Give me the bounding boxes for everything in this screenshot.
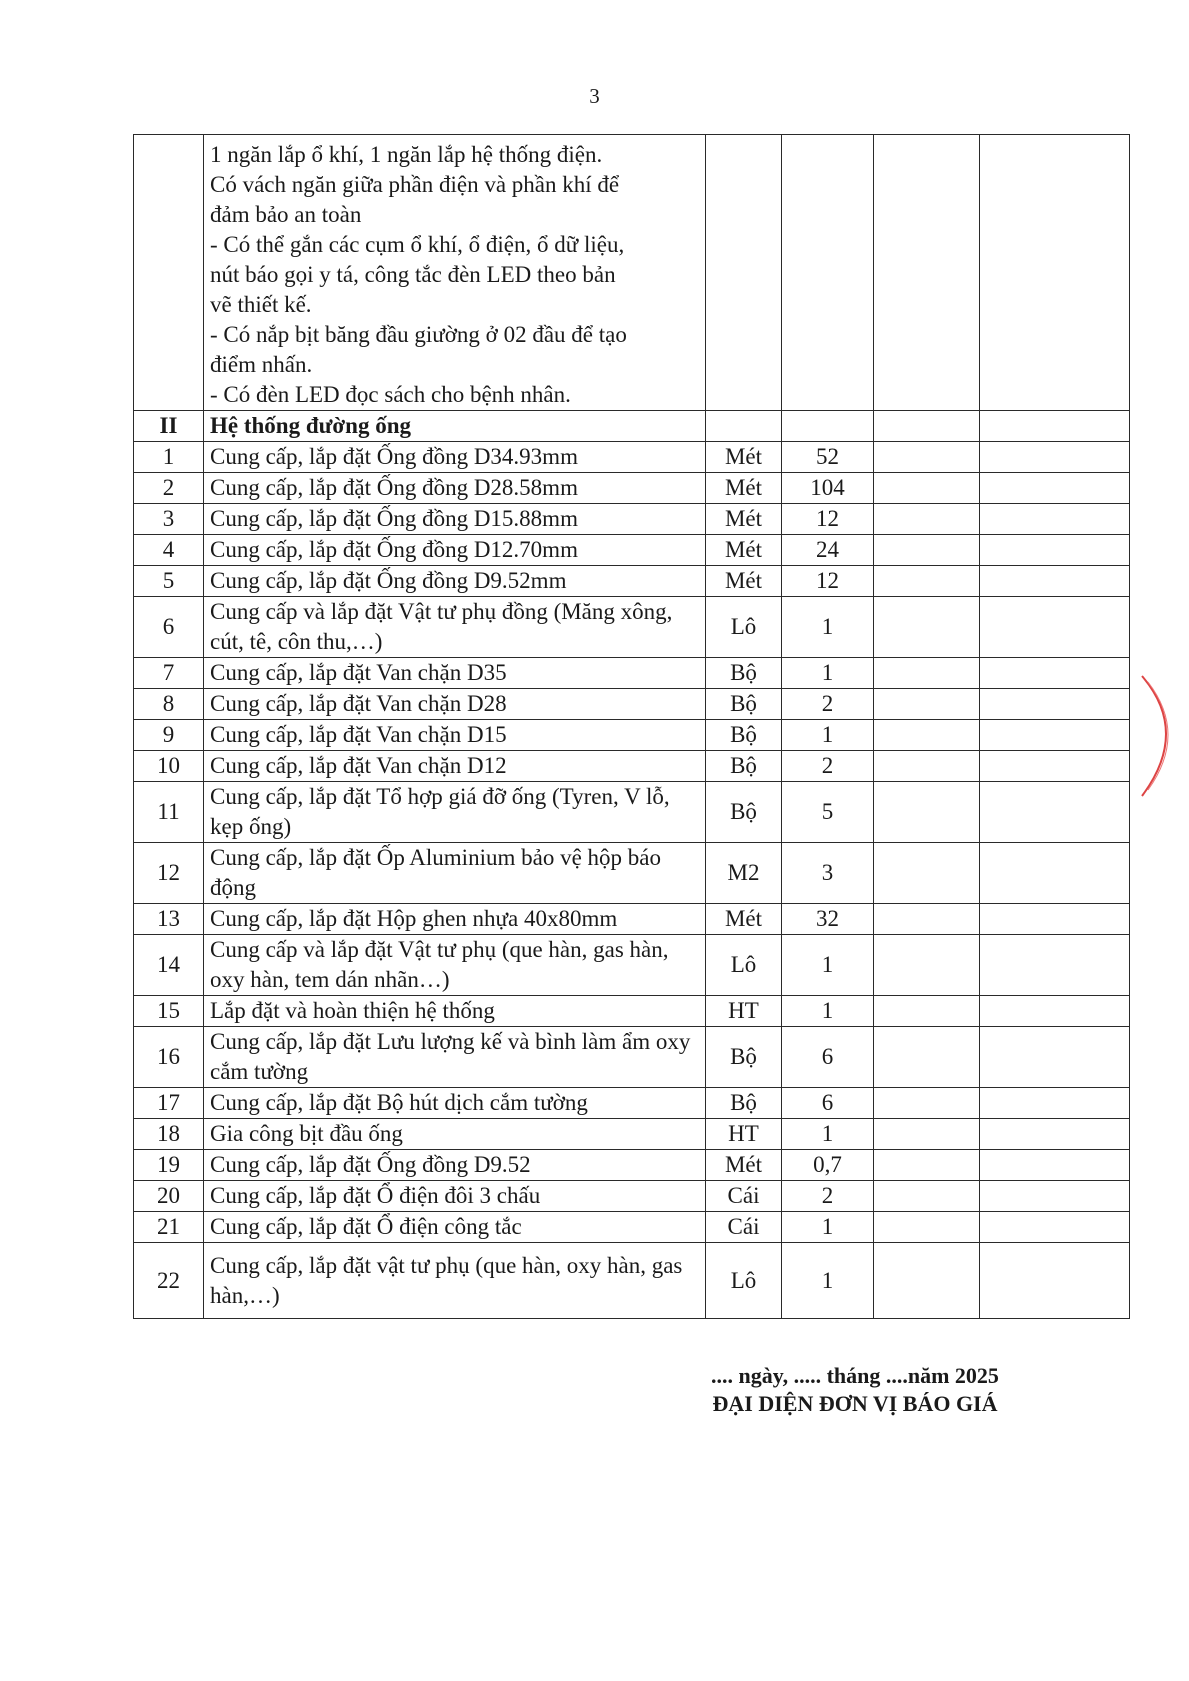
table-row	[134, 658, 1130, 689]
continued-item-line: điểm nhấn.	[210, 352, 313, 377]
row-qty: 6	[782, 1088, 874, 1119]
empty-cell	[980, 1181, 1130, 1212]
row-unit: Bộ	[706, 689, 782, 720]
empty-cell	[874, 904, 980, 935]
table-row	[134, 535, 1130, 566]
quote-table-body	[134, 135, 1130, 1319]
row-stt: 22	[134, 1243, 204, 1319]
row-stt: 13	[134, 904, 204, 935]
red-stamp-edge	[1128, 672, 1188, 800]
empty-cell	[874, 1212, 980, 1243]
row-description: Cung cấp, lắp đặt Van chặn D15	[204, 720, 706, 751]
row-description: Cung cấp, lắp đặt Ổ điện công tắc	[204, 1212, 706, 1243]
row-stt: 4	[134, 535, 204, 566]
table-row	[134, 843, 1130, 904]
empty-cell	[874, 1150, 980, 1181]
row-qty: 2	[782, 689, 874, 720]
table-row	[134, 1027, 1130, 1088]
section-title: Hệ thống đường ống	[204, 411, 706, 442]
row-stt: 12	[134, 843, 204, 904]
empty-cell	[874, 751, 980, 782]
table-row	[134, 566, 1130, 597]
empty-cell	[980, 1088, 1130, 1119]
empty-cell	[874, 442, 980, 473]
continued-item-row	[134, 135, 1130, 411]
empty-cell	[980, 658, 1130, 689]
row-qty: 2	[782, 751, 874, 782]
table-row	[134, 904, 1130, 935]
empty-cell	[980, 442, 1130, 473]
row-qty: 1	[782, 597, 874, 658]
table-row	[134, 504, 1130, 535]
row-stt: 20	[134, 1181, 204, 1212]
row-stt: 6	[134, 597, 204, 658]
row-unit: Mét	[706, 442, 782, 473]
table-row	[134, 442, 1130, 473]
row-unit: Lô	[706, 597, 782, 658]
empty-cell	[980, 135, 1130, 411]
empty-cell	[874, 1243, 980, 1319]
empty-cell	[980, 689, 1130, 720]
row-description: Cung cấp, lắp đặt Ổ điện đôi 3 chấu	[204, 1181, 706, 1212]
row-unit: Bộ	[706, 782, 782, 843]
empty-cell	[980, 935, 1130, 996]
empty-cell	[980, 751, 1130, 782]
row-unit: Bộ	[706, 1088, 782, 1119]
empty-cell	[980, 1119, 1130, 1150]
row-qty: 6	[782, 1027, 874, 1088]
continued-item-description	[204, 135, 706, 411]
empty-cell	[980, 843, 1130, 904]
row-qty: 1	[782, 1119, 874, 1150]
row-stt: 5	[134, 566, 204, 597]
continued-item-line: vẽ thiết kế.	[210, 292, 312, 317]
row-description: Cung cấp, lắp đặt vật tư phụ (que hàn, oxy hàn, gas hàn,…)	[204, 1243, 706, 1319]
signature-date-line: .... ngày, ..... tháng ....năm 2025	[711, 1363, 999, 1388]
row-qty: 1	[782, 996, 874, 1027]
row-stt: 15	[134, 996, 204, 1027]
row-stt: 9	[134, 720, 204, 751]
row-qty: 32	[782, 904, 874, 935]
row-unit: Bộ	[706, 1027, 782, 1088]
empty-cell	[874, 658, 980, 689]
empty-cell	[980, 535, 1130, 566]
row-qty: 104	[782, 473, 874, 504]
table-row	[134, 1150, 1130, 1181]
row-description: Cung cấp, lắp đặt Bộ hút dịch cắm tường	[204, 1088, 706, 1119]
row-stt: 17	[134, 1088, 204, 1119]
row-stt: 19	[134, 1150, 204, 1181]
continued-item-qty-cell	[782, 135, 874, 411]
empty-cell	[874, 1027, 980, 1088]
row-stt: 10	[134, 751, 204, 782]
empty-cell	[980, 411, 1130, 442]
row-unit: HT	[706, 996, 782, 1027]
row-stt: 8	[134, 689, 204, 720]
row-unit: Mét	[706, 504, 782, 535]
row-qty: 2	[782, 1181, 874, 1212]
row-stt: 7	[134, 658, 204, 689]
row-unit: Mét	[706, 1150, 782, 1181]
empty-cell	[874, 566, 980, 597]
empty-cell	[980, 597, 1130, 658]
table-row	[134, 1212, 1130, 1243]
row-qty: 52	[782, 442, 874, 473]
row-unit: Bộ	[706, 720, 782, 751]
row-description: Cung cấp, lắp đặt Van chặn D35	[204, 658, 706, 689]
table-row	[134, 689, 1130, 720]
row-description: Cung cấp, lắp đặt Van chặn D12	[204, 751, 706, 782]
empty-cell	[980, 782, 1130, 843]
empty-cell	[980, 1243, 1130, 1319]
row-unit: Bộ	[706, 751, 782, 782]
table-row	[134, 720, 1130, 751]
row-description: Cung cấp, lắp đặt Ốp Aluminium bảo vệ hộp báo động	[204, 843, 706, 904]
empty-cell	[874, 996, 980, 1027]
row-description: Cung cấp, lắp đặt Ống đồng D9.52mm	[204, 566, 706, 597]
row-stt: 3	[134, 504, 204, 535]
continued-item-line: - Có thể gắn các cụm ổ khí, ổ điện, ổ dữ liệu,	[210, 232, 625, 257]
row-qty: 3	[782, 843, 874, 904]
row-qty: 1	[782, 935, 874, 996]
empty-cell	[980, 566, 1130, 597]
empty-cell	[874, 135, 980, 411]
row-unit: Cái	[706, 1181, 782, 1212]
row-unit: M2	[706, 843, 782, 904]
empty-cell	[874, 535, 980, 566]
row-unit: Mét	[706, 566, 782, 597]
section-number: II	[134, 411, 204, 442]
empty-cell	[874, 935, 980, 996]
row-stt: 21	[134, 1212, 204, 1243]
empty-cell	[874, 1119, 980, 1150]
table-row	[134, 597, 1130, 658]
row-unit: Bộ	[706, 658, 782, 689]
empty-cell	[874, 597, 980, 658]
empty-cell	[874, 1181, 980, 1212]
row-stt: 11	[134, 782, 204, 843]
empty-cell	[980, 904, 1130, 935]
row-stt: 18	[134, 1119, 204, 1150]
table-row	[134, 782, 1130, 843]
row-unit: Lô	[706, 1243, 782, 1319]
section-header-row	[134, 411, 1130, 442]
empty-cell	[874, 843, 980, 904]
row-qty: 1	[782, 1243, 874, 1319]
empty-cell	[980, 996, 1130, 1027]
row-qty: 12	[782, 504, 874, 535]
row-unit: Mét	[706, 535, 782, 566]
row-description: Cung cấp, lắp đặt Ống đồng D28.58mm	[204, 473, 706, 504]
row-qty: 1	[782, 720, 874, 751]
continued-item-line: - Có nắp bịt băng đầu giường ở 02 đầu để tạo	[210, 322, 627, 347]
row-unit: Cái	[706, 1212, 782, 1243]
row-stt: 16	[134, 1027, 204, 1088]
row-description: Cung cấp và lắp đặt Vật tư phụ (que hàn, gas hàn, oxy hàn, tem dán nhãn…)	[204, 935, 706, 996]
empty-cell	[980, 1150, 1130, 1181]
empty-cell	[874, 504, 980, 535]
continued-item-stt-cell	[134, 135, 204, 411]
row-stt: 14	[134, 935, 204, 996]
row-description: Gia công bịt đầu ống	[204, 1119, 706, 1150]
row-unit: Mét	[706, 904, 782, 935]
page-number: 3	[589, 84, 600, 108]
empty-cell	[874, 689, 980, 720]
empty-cell	[874, 1088, 980, 1119]
continued-item-line: 1 ngăn lắp ổ khí, 1 ngăn lắp hệ thống điện.	[210, 142, 603, 167]
continued-item-line: Có vách ngăn giữa phần điện và phần khí để	[210, 172, 620, 197]
continued-item-line: - Có đèn LED đọc sách cho bệnh nhân.	[210, 382, 571, 407]
empty-cell	[874, 411, 980, 442]
row-description: Lắp đặt và hoàn thiện hệ thống	[204, 996, 706, 1027]
signature-title: ĐẠI DIỆN ĐƠN VỊ BÁO GIÁ	[712, 1391, 998, 1416]
continued-item-unit-cell	[706, 135, 782, 411]
empty-cell	[980, 1027, 1130, 1088]
empty-cell	[980, 720, 1130, 751]
row-qty: 24	[782, 535, 874, 566]
row-unit: Lô	[706, 935, 782, 996]
row-description: Cung cấp, lắp đặt Ống đồng D34.93mm	[204, 442, 706, 473]
empty-cell	[980, 504, 1130, 535]
row-unit: Mét	[706, 473, 782, 504]
empty-cell	[874, 473, 980, 504]
table-row	[134, 1119, 1130, 1150]
table-row	[134, 1088, 1130, 1119]
table-row	[134, 1181, 1130, 1212]
row-unit: HT	[706, 1119, 782, 1150]
table-row	[134, 935, 1130, 996]
signature-block	[690, 1362, 1020, 1418]
row-description: Cung cấp, lắp đặt Ống đồng D9.52	[204, 1150, 706, 1181]
row-qty: 5	[782, 782, 874, 843]
empty-cell	[980, 1212, 1130, 1243]
empty-cell	[782, 411, 874, 442]
empty-cell	[980, 473, 1130, 504]
row-description: Cung cấp, lắp đặt Ống đồng D12.70mm	[204, 535, 706, 566]
row-qty: 12	[782, 566, 874, 597]
empty-cell	[874, 782, 980, 843]
table-row	[134, 751, 1130, 782]
row-stt: 1	[134, 442, 204, 473]
row-description: Cung cấp, lắp đặt Ống đồng D15.88mm	[204, 504, 706, 535]
table-row	[134, 1243, 1130, 1319]
row-qty: 1	[782, 658, 874, 689]
table-row	[134, 996, 1130, 1027]
empty-cell	[706, 411, 782, 442]
row-stt: 2	[134, 473, 204, 504]
row-description: Cung cấp, lắp đặt Tổ hợp giá đỡ ống (Tyren, V lỗ, kẹp ống)	[204, 782, 706, 843]
row-qty: 1	[782, 1212, 874, 1243]
row-description: Cung cấp, lắp đặt Hộp ghen nhựa 40x80mm	[204, 904, 706, 935]
empty-cell	[874, 720, 980, 751]
continued-item-line: đảm bảo an toàn	[210, 202, 362, 227]
row-qty: 0,7	[782, 1150, 874, 1181]
row-description: Cung cấp, lắp đặt Van chặn D28	[204, 689, 706, 720]
row-description: Cung cấp và lắp đặt Vật tư phụ đồng (Măng xông, cút, tê, côn thu,…)	[204, 597, 706, 658]
table-row	[134, 473, 1130, 504]
continued-item-line: nút báo gọi y tá, công tắc đèn LED theo bản	[210, 262, 616, 287]
row-description: Cung cấp, lắp đặt Lưu lượng kế và bình làm ẩm oxy cắm tường	[204, 1027, 706, 1088]
quote-table	[133, 134, 1130, 1319]
